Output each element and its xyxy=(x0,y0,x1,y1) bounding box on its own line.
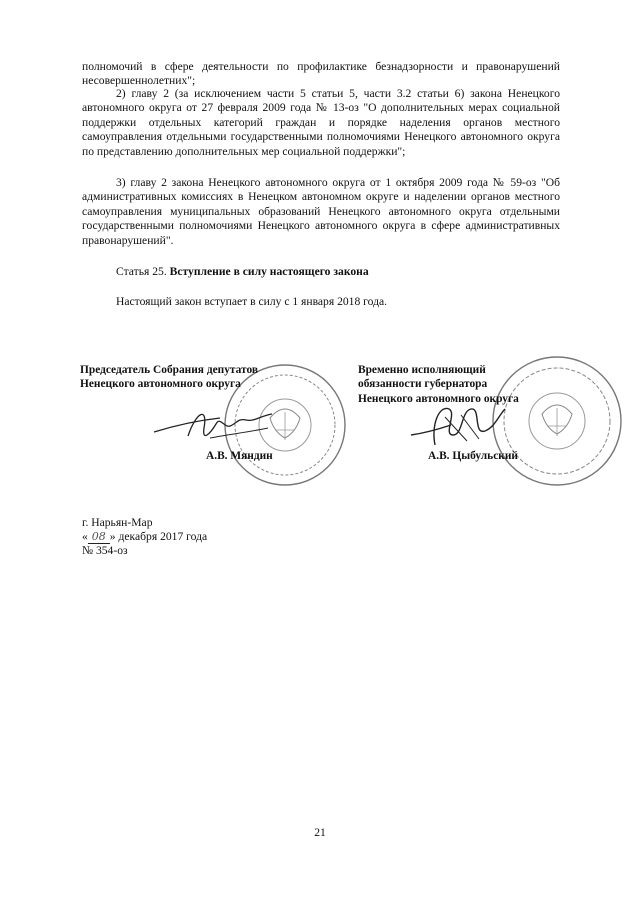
signing-date xyxy=(82,530,207,544)
paragraph-text: полномочий в сфере деятельности по профилактике безнадзорности и правонарушений несовершеннолетних"; xyxy=(82,60,560,88)
article-body: Настоящий закон вступает в силу с 1 января 2018 года. xyxy=(116,295,388,308)
document-footer xyxy=(82,516,207,559)
paragraph-item-2 xyxy=(82,87,560,159)
article-title: Вступление в силу настоящего закона xyxy=(169,265,369,278)
date-month-year: » декабря 2017 года xyxy=(109,530,208,544)
paragraph-text: 2) главу 2 (за исключением части 5 статьи 5, части 3.2 статьи 6) закона Ненецкого автономного округа от 27 февраля 2009 года № 13-оз "О дополнительных мерах социальной поддержки отдельных категорий граждан и порядке наделения органов местного самоуправления отдельными государственными полномочиями Ненецкого автономного округа по представлению дополнительных мер социальной поддержки"; xyxy=(82,87,560,158)
handwritten-signature-right xyxy=(405,395,515,455)
page-number: 21 xyxy=(314,826,326,839)
date-quote-open: « xyxy=(82,530,88,544)
article-prefix: Статья 25. xyxy=(116,265,167,278)
signatory-title-line: Председатель Собрания депутатов xyxy=(80,364,259,376)
paragraph-item-3 xyxy=(82,176,560,248)
place-of-signing: г. Нарьян-Мар xyxy=(82,516,153,529)
signatory-title-line: Временно исполняющий xyxy=(358,364,486,376)
handwritten-signature-left xyxy=(150,398,280,453)
signatory-left-title xyxy=(80,363,258,392)
article-heading xyxy=(116,265,369,278)
signatory-title-line: обязанности губернатора xyxy=(358,378,488,391)
paragraph-text: 3) главу 2 закона Ненецкого автономного округа от 1 октября 2009 года № 59-оз "Об административных комиссиях в Ненецком автономном округе и наделении органов местного самоуправления муниципальных образований Ненецкого автономного округа отдельными государственными полномочиями Ненецкого автономного округа в сфере административных правонарушений". xyxy=(82,176,560,247)
date-day-handwritten: 08 xyxy=(88,530,110,544)
signatory-right-name: А.В. Цыбульский xyxy=(428,450,518,462)
paragraph-continuation xyxy=(82,60,560,89)
signatory-title-line: Ненецкого автономного округа xyxy=(80,378,241,391)
signatory-left-name: А.В. Мяндин xyxy=(206,450,273,462)
signatory-title-line: Ненецкого автономного округа xyxy=(358,392,519,405)
law-number: № 354-оз xyxy=(82,544,128,558)
